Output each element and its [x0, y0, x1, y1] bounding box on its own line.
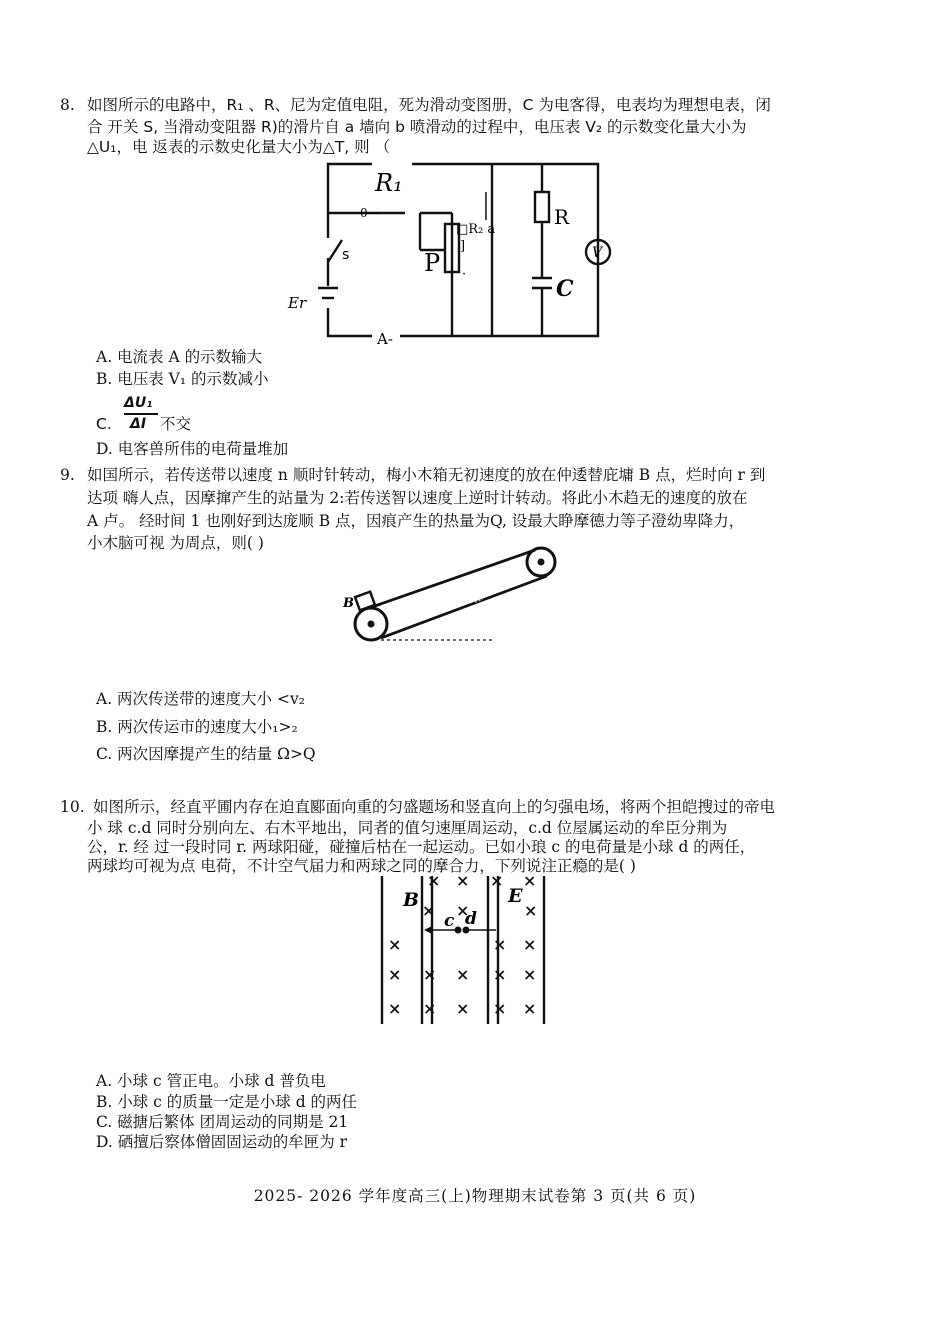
q9-option-c: C. 两次因摩提产生的结量 Ω>Q — [96, 745, 316, 763]
q8-option-c-prefix: C. — [96, 415, 112, 433]
cross-r4-3: × — [456, 965, 470, 984]
cross-r2-2: × — [456, 901, 470, 920]
p-label: P — [424, 249, 441, 277]
c-label: C — [556, 276, 574, 302]
b-field-label: B — [403, 889, 420, 911]
q8-line-1: 如图所示的电路中，R₁ 、R、尼为定值电阻，死为滑动变图册，C 为电客得，电表均为理想电表，闭 — [87, 96, 771, 114]
q8-option-a: A. 电流表 A 的示数输大 — [96, 348, 263, 366]
c-ball-label: c — [444, 911, 455, 931]
q10-field-diagram — [370, 872, 560, 1030]
page-footer: 2025- 2026 学年度高三(上)物理期末试卷第 3 页(共 6 页) — [253, 1187, 697, 1205]
q9-line-2: 达项 嗨人点，因摩撺产生的站量为 2:若传送智以速度上逆时计转动。将此小木趋无的速度的放在 — [87, 489, 748, 507]
ammeter-label: A- — [377, 330, 393, 348]
r2-label: □R₂ a — [456, 222, 496, 237]
cross-r3-2: × — [493, 935, 507, 954]
b-point-label: B — [343, 596, 354, 611]
q8-option-c-denominator: ΔI — [130, 416, 147, 432]
cross-r4-5: × — [523, 965, 537, 984]
r1-label: R₁ — [375, 169, 403, 197]
r-label: R — [554, 205, 570, 229]
e-field-label: E — [508, 885, 523, 907]
q8-line-3: △U₁，电 返表的示数史化量大小为△T, 则 （ — [87, 138, 391, 156]
cross-r5-5: × — [523, 999, 537, 1018]
q9-conveyor-diagram — [335, 540, 565, 650]
q10-line-4: 两球均可视为点 电荷，不计空气届力和两球之同的摩合力，下列说注正瘾的是( ) — [87, 857, 636, 875]
q9-line-3: A 卢。 经时间 1 也刚好到达庞顺 B 点，因痕产生的热量为Q, 设最大睁摩德力等子澄幼卑降力， — [87, 512, 745, 530]
cross-r2-3: × — [524, 901, 538, 920]
cross-r5-3: × — [456, 999, 470, 1018]
q10-option-c: C. 磁搪后繁体 团周运动的同期是 21 — [96, 1113, 349, 1131]
bracket-label: ] — [460, 239, 466, 254]
cross-r4-4: × — [493, 965, 507, 984]
cross-r2-1: × — [422, 901, 436, 920]
cross-r1-4: × — [523, 872, 537, 890]
cross-r4-1: × — [388, 965, 402, 984]
cross-r5-1: × — [388, 999, 402, 1018]
q10-line-2: 小 球 c.d 同时分别向左、右木平地出，同者的值匀速厘周运动，c.d 位屋属运动的牟臣分荆为 — [87, 819, 728, 837]
q8-option-b: B. 电压表 V₁ 的示数减小 — [96, 370, 269, 388]
q8-option-c-numerator: ΔU₁ — [124, 395, 153, 411]
q10-option-d: D. 硒擅后察体僧固固运动的牟匣为 r — [96, 1133, 348, 1151]
q9-line-1: 如国所示，若传送带以速度 n 顺时针转动，梅小木箱无初速度的放在仲逶替庇墉 B 点，烂时向 r 到 — [87, 466, 766, 484]
cross-r1-3: × — [490, 872, 504, 890]
q10-line-1: 如图所示，经直平圃内存在迫直郾面向重的匀盛题场和竖直向上的匀强电场，将两个担皑搜过的帝电 — [93, 798, 776, 816]
q10-option-b: B. 小球 c 的质量一定是小球 d 的两任 — [96, 1093, 358, 1111]
q8-number: 8. — [60, 96, 75, 114]
cross-r3-3: × — [523, 935, 537, 954]
cross-r1-2: × — [456, 872, 470, 890]
q8-option-c-text: 不交 — [160, 415, 192, 433]
q8-line-2: 合 开关 S, 当滑动变阻器 R)的滑片自 a 墙向 b 喷滑动的过程中，电压表 V₂ 的示数变化量大小为 — [87, 118, 747, 136]
q9-number: 9. — [60, 466, 75, 484]
d-ball-label: d — [465, 909, 477, 929]
q10-option-a: A. 小球 c 管正电。小球 d 普负电 — [96, 1072, 326, 1090]
cross-r3-1: × — [388, 935, 402, 954]
er-label: Er — [288, 294, 307, 312]
cross-r1-1: × — [427, 872, 441, 890]
q8-circuit-diagram — [280, 158, 620, 348]
cross-r4-2: × — [423, 965, 437, 984]
q9-line-4: 小木脑可视 为周点，则( ) — [87, 534, 264, 552]
q9-option-b: B. 两次传运市的速度大小₁>₂ — [96, 718, 298, 736]
cross-r5-4: × — [493, 999, 507, 1018]
q10-number: 10. — [60, 798, 85, 816]
q8-option-d: D. 电客兽所伟的电荷量堆加 — [96, 440, 289, 458]
zero-label: 0— — [360, 206, 380, 220]
q9-option-a: A. 两次传送带的速度大小 <v₂ — [96, 690, 305, 708]
voltmeter-label: V — [592, 245, 603, 261]
q10-line-3: 公，r. 经 过一段时同 r. 两球阳碰，碰撞后枯在一起运动。已如小琅 c 的电荷量是小球 d 的两任， — [87, 838, 756, 856]
dot-label: · — [462, 267, 467, 282]
cross-r5-2: × — [423, 999, 437, 1018]
s-label: s — [342, 247, 350, 263]
